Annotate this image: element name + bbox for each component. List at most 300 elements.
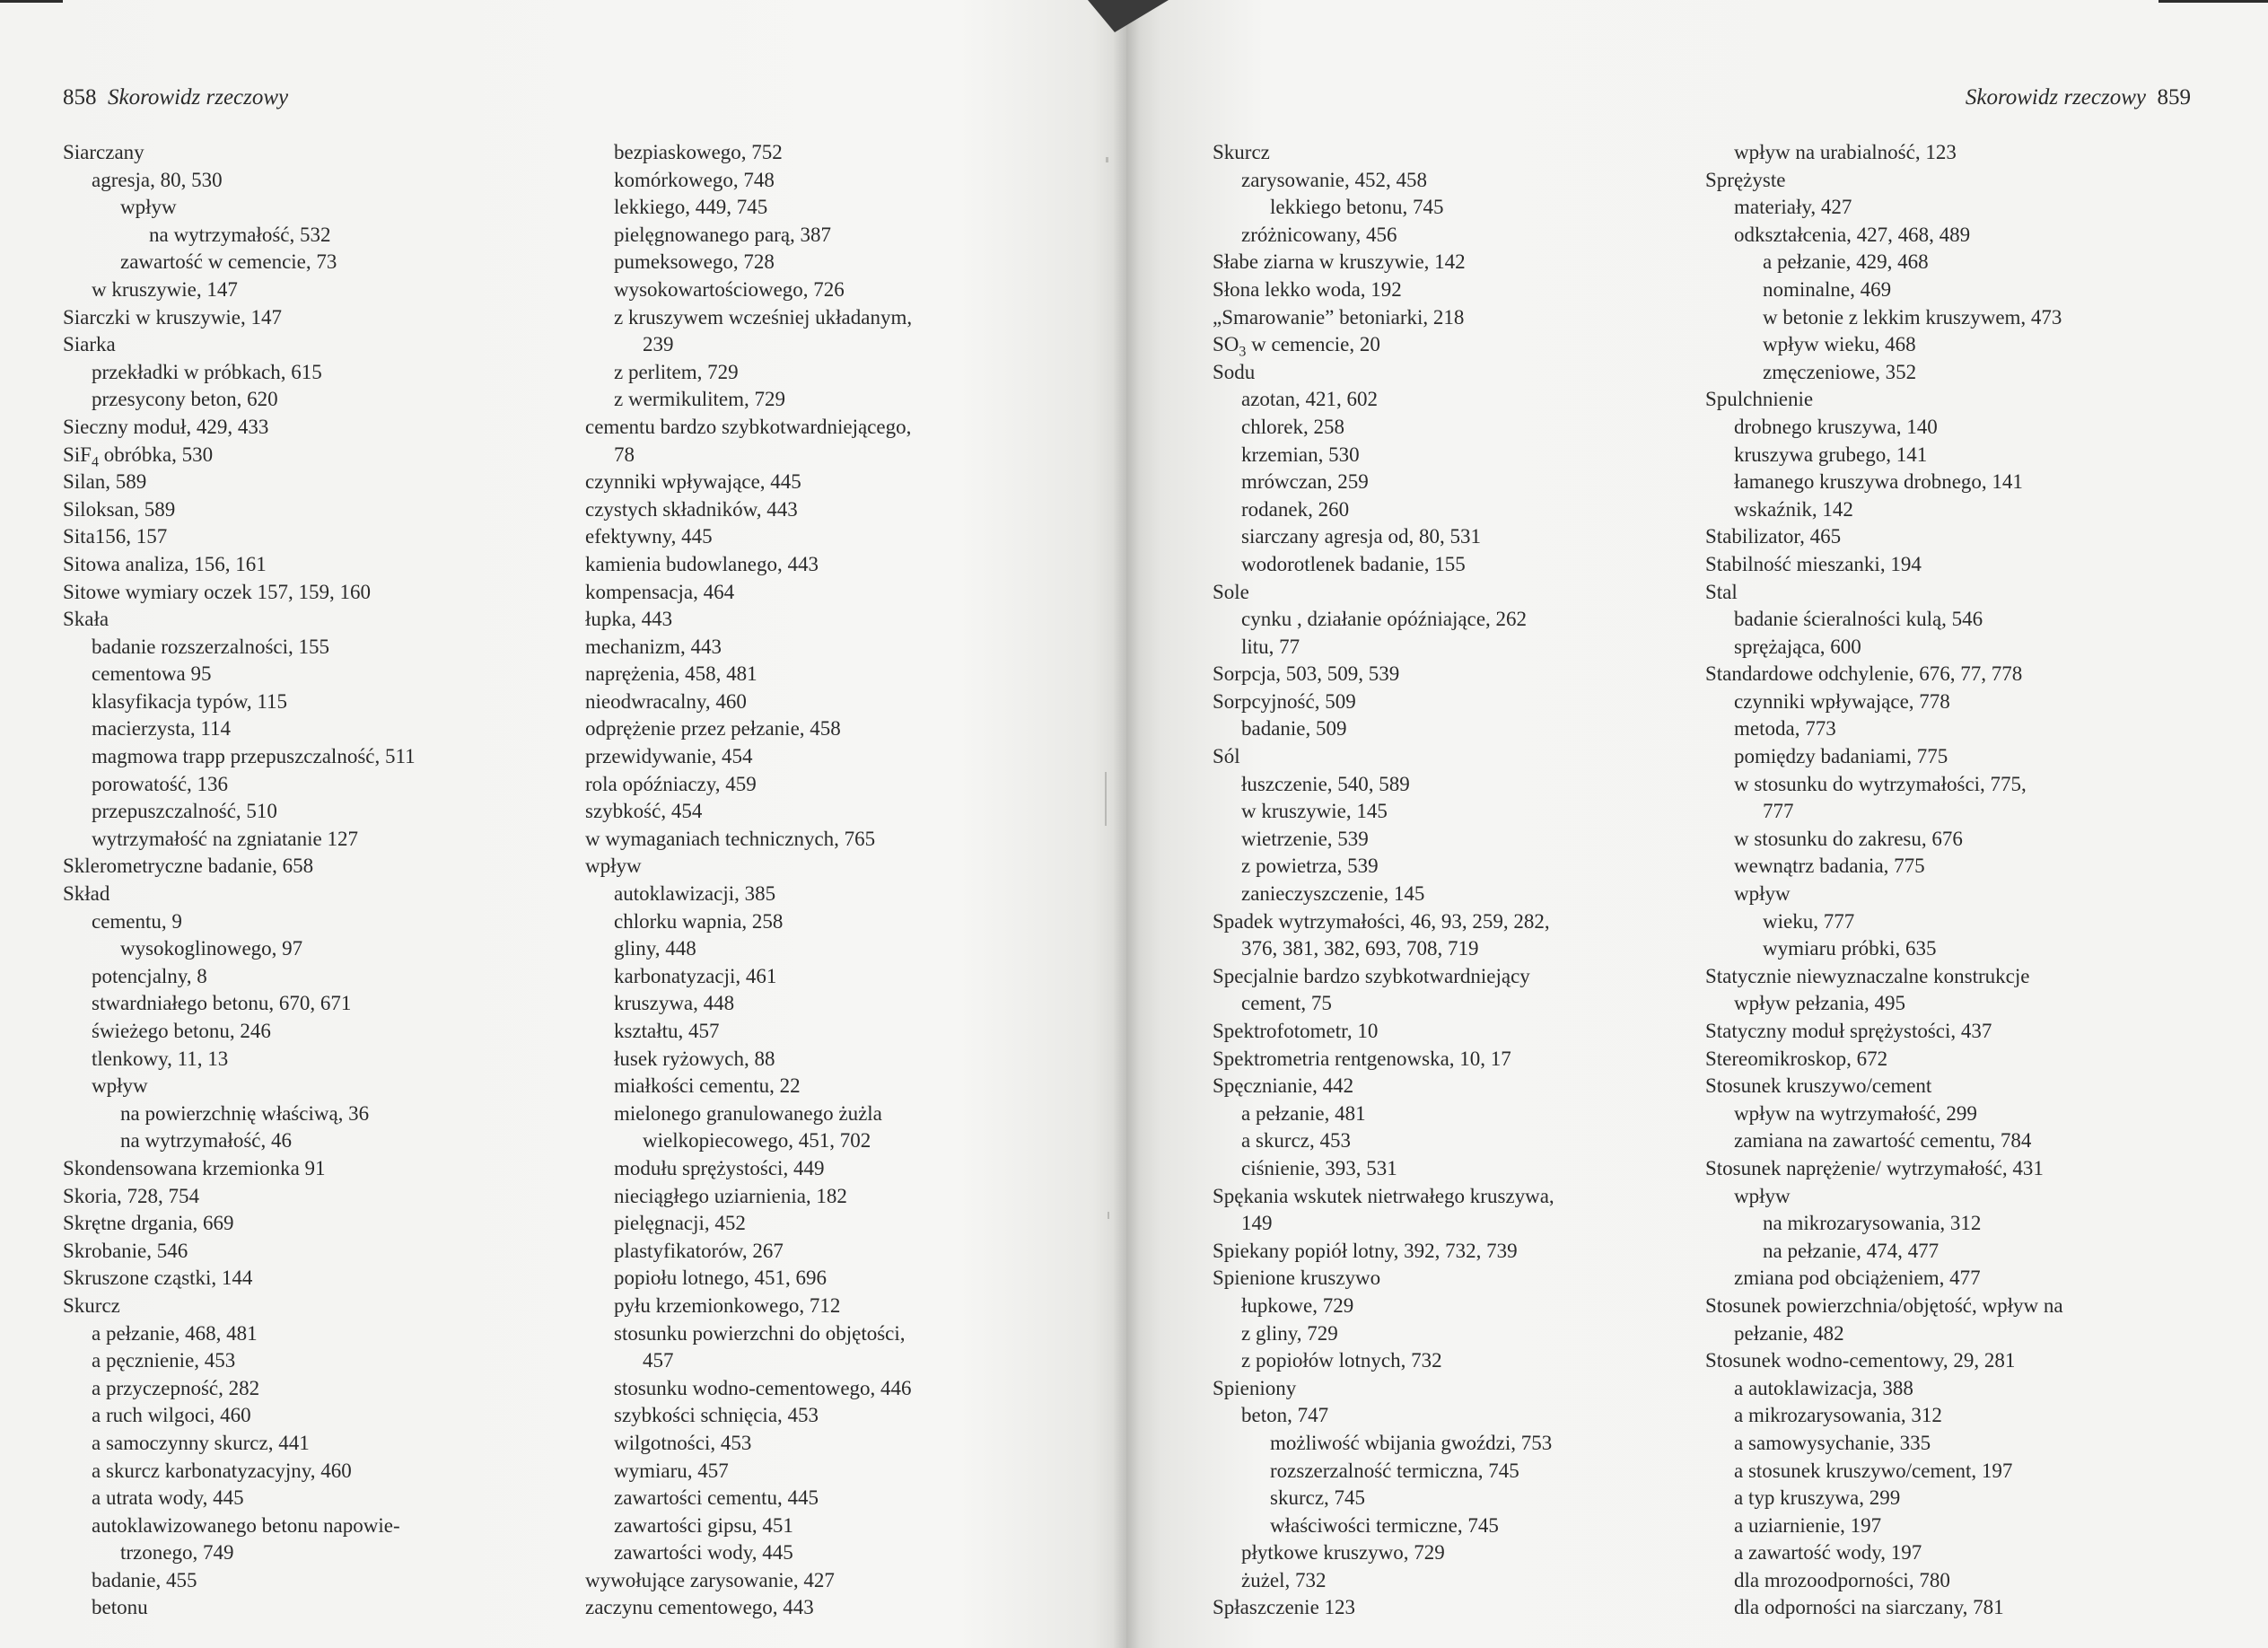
index-entry-text: w betonie z lekkim kruszywem, 473 — [1763, 305, 2062, 329]
index-entry-text: kruszywa, 448 — [614, 992, 735, 1015]
index-entry — [1705, 222, 2208, 250]
index-entry-text: trzonego, 749 — [120, 1541, 234, 1565]
index-entry — [1705, 1127, 2208, 1155]
index-entry-text: a zawartość wody, 197 — [1734, 1541, 1922, 1565]
index-entry-text: Skruszone cząstki, 144 — [63, 1267, 253, 1290]
index-entry-text: stosunku wodno-cementowego, 446 — [614, 1376, 912, 1399]
index-entry-text: Spłaszczenie 123 — [1213, 1596, 1356, 1619]
index-entry-text: dla mrozoodporności, 780 — [1734, 1568, 1950, 1591]
index-entry-text: nominalne, 469 — [1763, 277, 1892, 301]
index-entry — [585, 935, 1088, 963]
index-entry-text: kompensacja, 464 — [585, 580, 735, 603]
index-entry-text: w stosunku do wytrzymałości, 775, — [1734, 772, 2027, 795]
index-entry-text: cement, 75 — [1241, 992, 1332, 1015]
index-entry — [63, 1430, 565, 1458]
index-entry-text: wysokoglinowego, 97 — [120, 937, 303, 960]
index-entry — [1705, 634, 2208, 662]
index-entry-text: zmiana pod obciążeniem, 477 — [1734, 1267, 1981, 1290]
index-entry — [1705, 139, 2208, 167]
index-entry-text: świeżego betonu, 246 — [92, 1020, 271, 1042]
index-entry — [63, 1485, 565, 1512]
index-entry-text: wieku, 777 — [1763, 909, 1855, 933]
index-entry — [585, 1265, 1088, 1293]
index-entry — [1213, 826, 1679, 854]
index-entry — [585, 386, 1088, 414]
index-entry-text: agresja, 80, 530 — [92, 168, 223, 191]
index-entry — [1213, 908, 1679, 936]
index-entry-text: możliwość wbijania gwoździ, 753 — [1270, 1431, 1553, 1454]
index-entry — [1213, 1210, 1679, 1238]
index-entry-text: żużel, 732 — [1241, 1568, 1327, 1591]
index-entry-text: 457 — [643, 1349, 674, 1372]
index-entry-text: lekkiego betonu, 745 — [1270, 196, 1444, 219]
index-entry — [585, 908, 1088, 936]
index-entry — [63, 1238, 565, 1266]
index-entry — [63, 359, 565, 387]
index-entry — [1705, 908, 2208, 936]
index-entry-text: popiołu lotnego, 451, 696 — [614, 1267, 828, 1290]
index-entry-text: pielęgnowanego parą, 387 — [614, 223, 832, 246]
index-entry-text: a przyczepność, 282 — [92, 1376, 260, 1399]
index-entry-text: a utrata wody, 445 — [92, 1486, 244, 1510]
index-entry-text: Spektrofotometr, 10 — [1213, 1020, 1379, 1042]
index-entry-text: stwardniałego betonu, 670, 671 — [92, 992, 352, 1015]
index-entry-text: na wytrzymałość, 532 — [149, 223, 331, 246]
index-entry-text: Sole — [1213, 580, 1249, 603]
index-entry-text: SO — [1213, 333, 1239, 356]
index-entry-text: chlorku wapnia, 258 — [614, 909, 784, 933]
index-entry — [1213, 276, 1679, 304]
index-entry — [1213, 1238, 1679, 1266]
index-entry — [1213, 963, 1679, 991]
index-entry-text: Skurcz — [1213, 141, 1270, 163]
index-entry — [63, 1100, 565, 1128]
index-entry-text: dla odporności na siarczany, 781 — [1734, 1596, 2004, 1619]
index-entry-text: modułu sprężystości, 449 — [614, 1156, 825, 1179]
index-entry-text: „Smarowanie” betoniarki, 218 — [1213, 305, 1465, 329]
index-entry-text: Silan, 589 — [63, 470, 147, 494]
binding-notch — [1088, 0, 1169, 32]
index-entry — [1705, 1210, 2208, 1238]
index-entry — [63, 771, 565, 799]
index-entry — [585, 1127, 1088, 1155]
index-entry — [1705, 826, 2208, 854]
index-entry-text: a pełzanie, 468, 481 — [92, 1321, 258, 1345]
left-page — [0, 0, 1126, 1648]
index-entry — [1705, 1320, 2208, 1348]
index-entry-text: badanie, 455 — [92, 1568, 197, 1591]
index-entry-text: potencjalny, 8 — [92, 964, 207, 987]
index-entry-text: tlenkowy, 11, 13 — [92, 1047, 229, 1070]
index-entry — [1213, 1347, 1679, 1375]
index-entry — [1213, 1155, 1679, 1183]
index-entry — [585, 1210, 1088, 1238]
index-entry-text: wewnątrz badania, 775 — [1734, 855, 1925, 878]
index-entry-text: pielęgnacji, 452 — [614, 1212, 746, 1235]
index-entry — [585, 551, 1088, 579]
index-entry — [63, 1046, 565, 1074]
index-entry-text: komórkowego, 748 — [614, 168, 775, 191]
index-entry-text: Standardowe odchylenie, 676, 77, 778 — [1705, 662, 2023, 686]
index-entry — [1705, 1375, 2208, 1403]
index-entry-text: a samoczynny skurcz, 441 — [92, 1431, 310, 1454]
index-entry-text: zarysowanie, 452, 458 — [1241, 168, 1427, 191]
index-entry-text: Spieniony — [1213, 1376, 1297, 1399]
index-entry-text: wpływ — [120, 196, 177, 219]
index-entry — [1213, 194, 1679, 222]
index-entry — [63, 798, 565, 826]
index-entry — [585, 304, 1088, 332]
index-entry-text: wywołujące zarysowanie, 427 — [585, 1568, 835, 1591]
index-entry-text-after: obróbka, 530 — [98, 443, 214, 466]
index-entry — [1213, 523, 1679, 551]
index-entry — [63, 1567, 565, 1595]
index-entry-text: Sorpcyjność, 509 — [1213, 689, 1356, 713]
index-entry-text: skurcz, 745 — [1270, 1486, 1366, 1510]
index-entry-text: a stosunek kruszywo/cement, 197 — [1734, 1459, 2013, 1482]
index-entry — [63, 1155, 565, 1183]
index-entry — [585, 276, 1088, 304]
index-entry — [1213, 606, 1679, 634]
index-entry — [1213, 579, 1679, 607]
index-entry-text: wysokowartościowego, 726 — [614, 277, 845, 301]
index-entry — [1213, 715, 1679, 743]
index-entry — [585, 1046, 1088, 1074]
index-entry-text: stosunku powierzchni do objętości, — [614, 1321, 906, 1345]
index-entry-text: magmowa trapp przepuszczalność, 511 — [92, 745, 416, 768]
index-entry-text: a samowysychanie, 335 — [1734, 1431, 1931, 1454]
index-entry-text: wpływ wieku, 468 — [1763, 333, 1916, 356]
index-entry-text-after: w cemencie, 20 — [1246, 333, 1380, 356]
index-entry — [63, 908, 565, 936]
index-entry — [63, 442, 565, 469]
index-entry — [1213, 634, 1679, 662]
index-entry — [1213, 1100, 1679, 1128]
index-entry — [1213, 1539, 1679, 1567]
index-entry — [63, 853, 565, 881]
index-entry — [63, 469, 565, 496]
index-entry-text: materiały, 427 — [1734, 196, 1852, 219]
index-entry — [585, 661, 1088, 688]
index-entry-text: cementowa 95 — [92, 662, 212, 686]
index-entry-text: litu, 77 — [1241, 635, 1300, 658]
right-running-title: Skorowidz rzeczowy — [1965, 85, 2146, 110]
index-entry-text: siarczany agresja od, 80, 531 — [1241, 525, 1481, 548]
index-entry — [63, 1127, 565, 1155]
index-entry-text: wpływ — [1734, 882, 1791, 906]
index-entry — [585, 496, 1088, 524]
index-entry-text: betonu — [92, 1596, 148, 1619]
index-entry — [63, 688, 565, 716]
index-entry — [63, 386, 565, 414]
index-entry-text: badanie, 509 — [1241, 717, 1347, 741]
index-entry-text: Stosunek powierzchnia/objętość, wpływ na — [1705, 1293, 2063, 1317]
index-entry-text: przepuszczalność, 510 — [92, 800, 277, 823]
index-entry-text: Stosunek wodno-cementowy, 29, 281 — [1705, 1349, 2016, 1372]
index-entry-text: badanie ścieralności kulą, 546 — [1734, 608, 1983, 631]
index-entry — [1213, 1073, 1679, 1100]
index-entry-text: Stal — [1705, 580, 1738, 603]
index-entry-text: Statyczny moduł sprężystości, 437 — [1705, 1020, 1992, 1042]
index-entry-text: odkształcenia, 427, 468, 489 — [1734, 223, 1971, 246]
index-entry — [1213, 1594, 1679, 1622]
index-entry — [63, 1402, 565, 1430]
index-entry — [1705, 715, 2208, 743]
index-entry — [1705, 1238, 2208, 1266]
index-entry — [63, 826, 565, 854]
index-entry-text: przesycony beton, 620 — [92, 388, 278, 411]
index-entry — [1705, 194, 2208, 222]
index-entry-text: a skurcz, 453 — [1241, 1129, 1351, 1153]
index-entry-text: wymiaru, 457 — [614, 1459, 729, 1482]
index-entry-text: a mikrozarysowania, 312 — [1734, 1404, 1942, 1427]
index-entry-text: Statycznie niewyznaczalne konstrukcje — [1705, 964, 2030, 987]
index-entry-text: a pełzanie, 429, 468 — [1763, 250, 1929, 274]
index-column-1 — [63, 139, 565, 1622]
index-entry — [1213, 1265, 1679, 1293]
index-entry — [1705, 1155, 2208, 1183]
index-entry-text: miałkości cementu, 22 — [614, 1074, 801, 1098]
index-entry — [63, 661, 565, 688]
index-entry — [585, 167, 1088, 195]
index-entry — [1213, 331, 1679, 359]
index-entry-text: Sodu — [1213, 360, 1256, 383]
index-entry-text: sprężająca, 600 — [1734, 635, 1861, 658]
index-entry-text: mielonego granulowanego żużla — [614, 1101, 882, 1125]
index-entry-text: zawartości gipsu, 451 — [614, 1513, 793, 1537]
index-entry — [1705, 442, 2208, 469]
index-entry-text: nieodwracalny, 460 — [585, 689, 747, 713]
index-entry-text: wskaźnik, 142 — [1734, 497, 1853, 521]
index-entry-text: mechanizm, 443 — [585, 635, 722, 658]
index-entry-text: wodorotlenek badanie, 155 — [1241, 552, 1466, 575]
index-entry — [63, 523, 565, 551]
index-entry-text: czynniki wpływające, 445 — [585, 470, 801, 494]
index-entry-text: gliny, 448 — [614, 937, 696, 960]
index-entry-text: Spektrometria rentgenowska, 10, 17 — [1213, 1047, 1511, 1070]
index-entry — [63, 1375, 565, 1403]
index-entry — [1705, 523, 2208, 551]
index-entry — [1705, 551, 2208, 579]
index-entry — [1213, 1183, 1679, 1211]
index-entry-text: z perlitem, 729 — [614, 360, 739, 383]
index-entry-text: Spulchnienie — [1705, 388, 1814, 411]
index-entry — [1705, 1512, 2208, 1540]
index-entry-text: karbonatyzacji, 461 — [614, 964, 777, 987]
index-entry-text: autoklawizacji, 385 — [614, 882, 776, 906]
index-entry — [63, 881, 565, 908]
index-entry — [63, 1539, 565, 1567]
index-entry-text: Spęcznianie, 442 — [1213, 1074, 1354, 1098]
index-entry — [1705, 1458, 2208, 1486]
index-entry — [1705, 386, 2208, 414]
index-entry-text: Skrobanie, 546 — [63, 1239, 188, 1262]
index-entry — [585, 798, 1088, 826]
index-entry — [585, 1018, 1088, 1046]
index-entry-text: a pęcznienie, 453 — [92, 1349, 236, 1372]
index-entry — [1705, 359, 2208, 387]
index-entry-text: Siloksan, 589 — [63, 497, 176, 521]
index-entry — [63, 194, 565, 222]
index-entry — [585, 469, 1088, 496]
index-entry-text: wpływ — [585, 855, 642, 878]
index-entry-text: zawartości wody, 445 — [614, 1541, 793, 1565]
index-entry-text: 239 — [643, 333, 674, 356]
index-entry-text: czynniki wpływające, 778 — [1734, 689, 1950, 713]
index-entry — [1705, 1073, 2208, 1100]
index-entry-text: wpływ — [92, 1074, 148, 1098]
right-page-number: 859 — [2157, 85, 2191, 110]
index-entry — [63, 276, 565, 304]
index-entry-text: Stosunek kruszywo/cement — [1705, 1074, 1932, 1098]
index-entry — [585, 1485, 1088, 1512]
index-entry — [585, 881, 1088, 908]
index-entry-text: Stabilizator, 465 — [1705, 525, 1842, 548]
index-entry — [1705, 743, 2208, 771]
index-entry — [63, 331, 565, 359]
index-entry — [1705, 414, 2208, 442]
index-entry — [1213, 469, 1679, 496]
index-entry — [63, 1210, 565, 1238]
index-entry-text: w stosunku do zakresu, 676 — [1734, 827, 1963, 850]
index-entry-text: kształtu, 457 — [614, 1020, 720, 1042]
index-entry-text: zaczynu cementowego, 443 — [585, 1596, 814, 1619]
index-entry-text: azotan, 421, 602 — [1241, 388, 1379, 411]
index-entry — [1213, 1046, 1679, 1074]
index-entry — [1213, 661, 1679, 688]
index-entry — [1705, 469, 2208, 496]
index-entry — [63, 1018, 565, 1046]
index-entry — [585, 634, 1088, 662]
index-entry — [1705, 1046, 2208, 1074]
left-running-title: Skorowidz rzeczowy — [108, 85, 289, 110]
index-entry-text: cementu, 9 — [92, 909, 182, 933]
index-entry-text: Słabe ziarna w kruszywie, 142 — [1213, 250, 1466, 274]
index-entry-text: Sitowa analiza, 156, 161 — [63, 552, 267, 575]
scan-speck — [1108, 1212, 1109, 1219]
index-entry — [63, 963, 565, 991]
index-entry — [1213, 222, 1679, 250]
index-entry — [585, 1238, 1088, 1266]
index-entry — [1213, 1127, 1679, 1155]
left-page-number: 858 — [63, 85, 97, 110]
index-entry — [63, 743, 565, 771]
index-entry — [1213, 1567, 1679, 1595]
index-entry-text: SiF — [63, 443, 92, 466]
index-entry-text: czystych składników, 443 — [585, 497, 798, 521]
index-entry-text: cynku , działanie opóźniające, 262 — [1241, 608, 1528, 631]
index-entry — [585, 853, 1088, 881]
index-entry — [1705, 1265, 2208, 1293]
index-entry-text: wpływ pełzania, 495 — [1734, 992, 1905, 1015]
index-entry — [585, 1100, 1088, 1128]
index-entry — [63, 634, 565, 662]
index-entry — [1213, 1512, 1679, 1540]
index-entry-text: łamanego kruszywa drobnego, 141 — [1734, 470, 2023, 494]
index-entry-text: szybkości schnięcia, 453 — [614, 1404, 819, 1427]
index-entry-text: autoklawizowanego betonu napowie- — [92, 1513, 400, 1537]
index-entry — [1213, 414, 1679, 442]
index-entry — [1213, 743, 1679, 771]
index-column-2 — [585, 139, 1088, 1622]
index-entry-text: pyłu krzemionkowego, 712 — [614, 1293, 841, 1317]
index-entry-text: wilgotności, 453 — [614, 1431, 752, 1454]
index-entry-text: zawartości cementu, 445 — [614, 1486, 819, 1510]
index-entry-text: Sprężyste — [1705, 168, 1786, 191]
index-entry-text: Skład — [63, 882, 110, 906]
index-entry — [1213, 881, 1679, 908]
index-entry — [1705, 1183, 2208, 1211]
index-entry-text: przekładki w próbkach, 615 — [92, 360, 322, 383]
index-entry-text: Skrętne drgania, 669 — [63, 1212, 234, 1235]
index-entry-text: ciśnienie, 393, 531 — [1241, 1156, 1397, 1179]
index-entry-text: w kruszywie, 145 — [1241, 800, 1388, 823]
index-entry — [1705, 1100, 2208, 1128]
index-entry — [63, 1458, 565, 1486]
index-entry — [63, 304, 565, 332]
index-entry-text: badanie rozszerzalności, 155 — [92, 635, 330, 658]
index-entry-text: na mikrozarysowania, 312 — [1763, 1212, 1982, 1235]
index-entry-text: Sklerometryczne badanie, 658 — [63, 855, 314, 878]
index-entry — [1213, 551, 1679, 579]
index-entry — [1213, 990, 1679, 1018]
index-entry-text: Siarczki w kruszywie, 147 — [63, 305, 282, 329]
index-entry — [1213, 1293, 1679, 1320]
index-entry-text: krzemian, 530 — [1241, 443, 1360, 466]
index-entry — [585, 331, 1088, 359]
index-entry-text: zawartość w cemencie, 73 — [120, 250, 337, 274]
index-entry — [1213, 935, 1679, 963]
index-entry-text: z kruszywem wcześniej układanym, — [614, 305, 913, 329]
index-entry — [1213, 496, 1679, 524]
index-entry — [63, 496, 565, 524]
index-entry — [1213, 1320, 1679, 1348]
index-entry — [1705, 1430, 2208, 1458]
index-entry — [1213, 1402, 1679, 1430]
index-entry — [1213, 359, 1679, 387]
index-entry-text: szybkość, 454 — [585, 800, 703, 823]
index-entry-text: Stabilność mieszanki, 194 — [1705, 552, 1922, 575]
index-entry-text: zmęczeniowe, 352 — [1763, 360, 1917, 383]
index-entry — [63, 935, 565, 963]
index-entry-text: zróżnicowany, 456 — [1241, 223, 1397, 246]
index-entry-subscript: 3 — [1239, 344, 1247, 360]
index-entry — [585, 1347, 1088, 1375]
book-gutter — [1113, 0, 1140, 1648]
index-entry-text: kamienia budowlanego, 443 — [585, 552, 819, 575]
index-entry-text: właściwości termiczne, 745 — [1270, 1513, 1499, 1537]
index-entry-text: 149 — [1241, 1212, 1273, 1235]
index-entry — [63, 1073, 565, 1100]
index-entry-text: metoda, 773 — [1734, 717, 1836, 741]
index-entry — [585, 414, 1088, 442]
index-entry-text: w kruszywie, 147 — [92, 277, 238, 301]
index-entry — [1213, 1375, 1679, 1403]
index-entry — [1705, 1567, 2208, 1595]
index-entry — [585, 249, 1088, 276]
scan-speck — [1105, 772, 1107, 826]
index-entry-text: chlorek, 258 — [1241, 415, 1344, 438]
index-entry — [1705, 798, 2208, 826]
index-entry-text: 78 — [614, 443, 635, 466]
index-entry-text: Stosunek naprężenie/ wytrzymałość, 431 — [1705, 1156, 2044, 1179]
index-entry-text: Spękania wskutek nietrwałego kruszywa, — [1213, 1184, 1554, 1207]
index-entry-text: a typ kruszywa, 299 — [1734, 1486, 1901, 1510]
index-entry — [1705, 771, 2208, 799]
index-entry — [1705, 935, 2208, 963]
index-entry — [1705, 249, 2208, 276]
index-entry-text: Sorpcja, 503, 509, 539 — [1213, 662, 1400, 686]
